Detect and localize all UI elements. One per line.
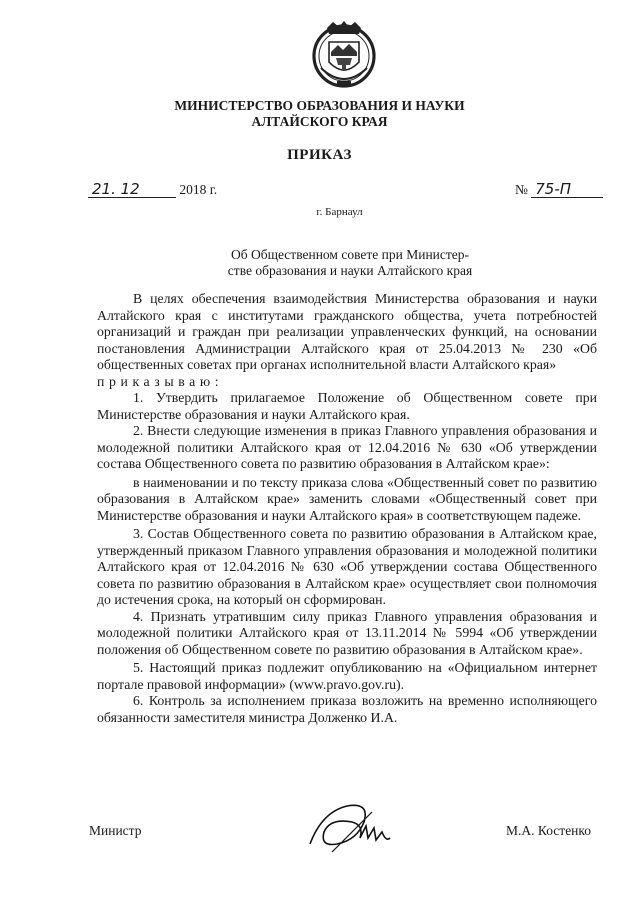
- handwritten-signature-icon: [302, 792, 392, 862]
- subject-line1: Об Общественном совете при Министер-: [230, 247, 470, 262]
- ministry-name-line1: МИНИСТЕРСТВО ОБРАЗОВАНИЯ И НАУКИ: [174, 98, 465, 113]
- signatory-name: М.А. Костенко: [506, 823, 592, 838]
- order-year: 2018 г.: [179, 182, 218, 197]
- item-2: 2. Внести следующие изменения в приказ Главного управления образования и молодежной политики Алтайского края от 12.04.2016 № 630 «Об утверждении состава Общественного совета по развитию образования в Алтайском крае»:: [97, 423, 597, 471]
- item-4: 4. Признать утратившим силу приказ Главного управления образования и молодежной политики Алтайского края от 13.11.2014 № 5994 «Об утверждении положения об Общественном совете по развитию образования в Алтайском крае».: [97, 608, 597, 657]
- signatory-role: Министр: [89, 823, 142, 838]
- order-number: [515, 181, 603, 198]
- handwritten-date: 21. 12: [88, 181, 176, 198]
- item-2-sub: в наименовании и по тексту приказа слова «Общественный совет по развитию образования в Алтайском крае» заменить словами «Общественный совет при Министерстве образования и науки Алтайского края» в соответствующем падеже.: [97, 474, 597, 523]
- handwritten-number: 75-П: [531, 181, 603, 198]
- subject-line2: стве образования и науки Алтайского края: [227, 263, 473, 278]
- decree-word: приказываю:: [97, 373, 224, 389]
- item-5: 5. Настоящий приказ подлежит опубликованию на «Официальном интернет портале правовой информации» (www.pravo.gov.ru).: [97, 660, 597, 692]
- item-3: 3. Состав Общественного совета по развитию образования в Алтайском крае, утвержденный приказом Главного управления образования и молодежной политики Алтайского края от 12.04.2016 № 630 «Об утверждении состава Общественного совета по развитию образования в Алтайском крае» осуществляет свои полномочия до истечения срока, на который он сформирован.: [97, 526, 597, 607]
- ministry-name-line2: АЛТАЙСКОГО КРАЯ: [251, 114, 388, 129]
- preamble-paragraph: В целях обеспечения взаимодействия Министерства образования и науки Алтайского края с институтами гражданского общества, учета потребностей организаций и граждан при реализации управленческих функций, на основании постановления Администрации Алтайского края от 25.04.2013 № 230 «Об общественных советах при органах исполнительной власти Алтайского края»: [97, 291, 597, 372]
- order-body: [97, 291, 597, 726]
- city: г. Барнаул: [316, 206, 363, 218]
- item-1: 1. Утвердить прилагаемое Положение об Общественном совете при Министерстве образования и науки Алтайского края.: [97, 390, 597, 422]
- document-type-title: ПРИКАЗ: [287, 147, 352, 163]
- coat-of-arms-icon: [307, 18, 381, 92]
- number-sign: №: [515, 182, 528, 197]
- item-6: 6. Контроль за исполнением приказа возложить на временно исполняющего обязанности заместителя министра Долженко И.А.: [97, 693, 597, 725]
- order-date: [88, 181, 217, 198]
- order-subject: [215, 247, 485, 279]
